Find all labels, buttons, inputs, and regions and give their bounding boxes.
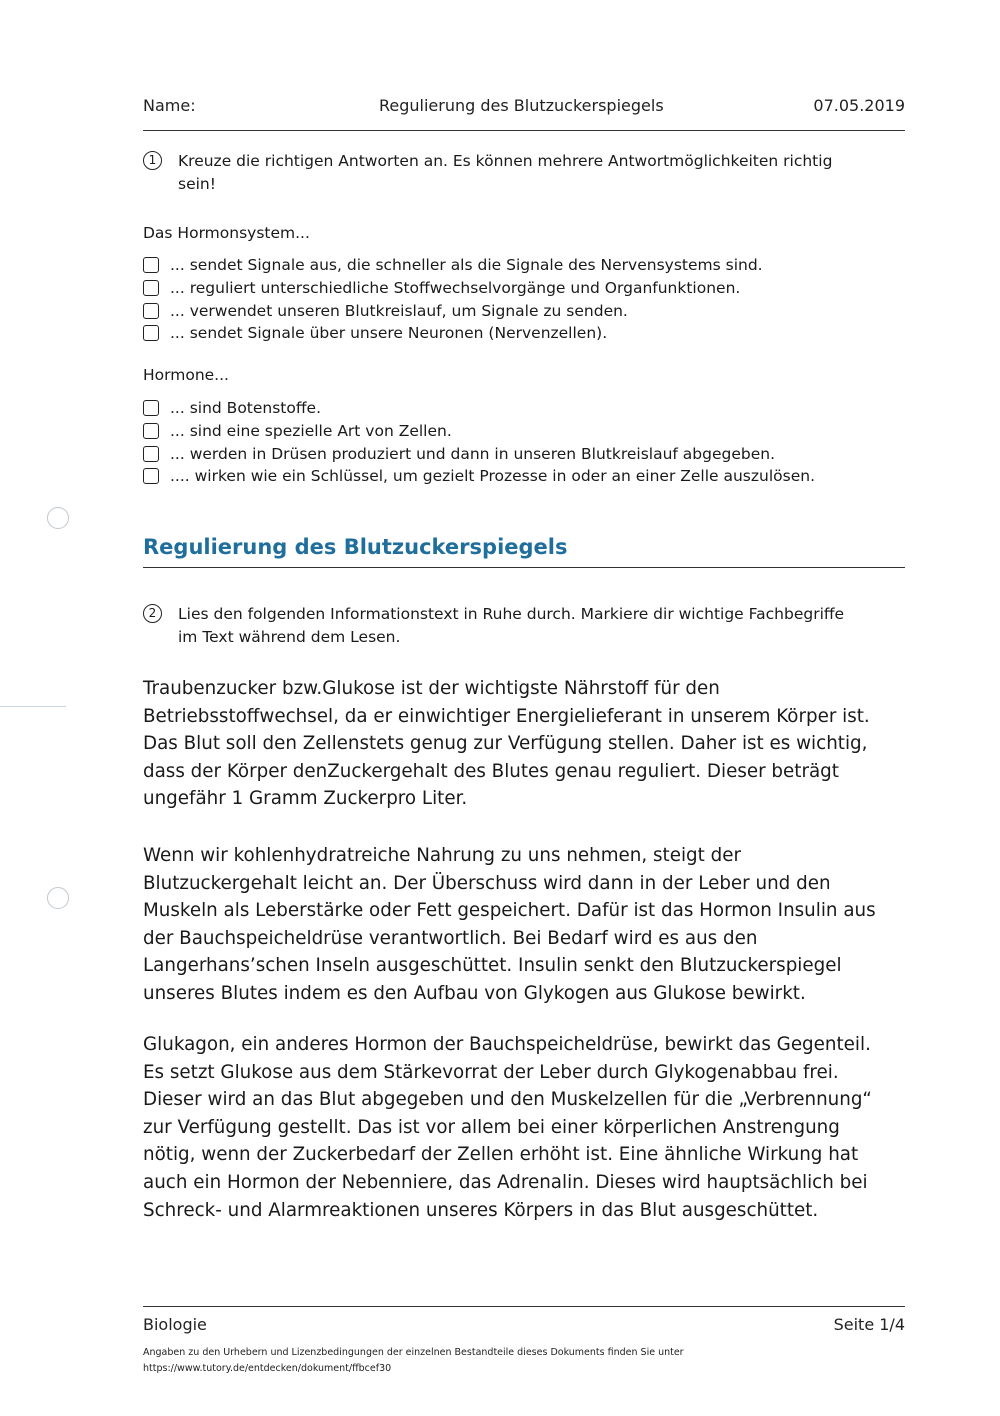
checkbox[interactable] [143, 280, 159, 296]
paragraph-line: ungefähr 1 Gramm Zuckerpro Liter. [143, 788, 468, 810]
paragraph-line: Blutzuckergehalt leicht an. Der Überschuss wird dann in der Leber und den [143, 872, 831, 894]
paragraph-line: nötig, wenn der Zuckerbedarf der Zellen erhöht ist. Eine ähnliche Wirkung hat [143, 1144, 859, 1166]
checkbox-label: ... sendet Signale aus, die schneller als die Signale des Nervensystems sind. [170, 256, 763, 275]
checkbox-option[interactable] [143, 299, 905, 322]
question-hormones-intro: Hormone... [143, 366, 229, 384]
paragraph-line: zur Verfügung gestellt. Das ist vor allem bei einer körperlichen Anstrengung [143, 1116, 840, 1138]
info-paragraph [143, 1031, 905, 1224]
paragraph-line: Langerhans’schen Inseln ausgeschüttet. Insulin senkt den Blutzuckerspiegel [143, 955, 842, 977]
task-number-badge: 1 [143, 151, 162, 170]
checkbox-label: ... verwendet unseren Blutkreislauf, um Signale zu senden. [170, 301, 628, 320]
paragraph-line: auch ein Hormon der Nebenniere, das Adrenalin. Dieses wird hauptsächlich bei [143, 1171, 868, 1193]
paragraph-line: Es setzt Glukose aus dem Stärkevorrat der Leber durch Glykogenabbau frei. [143, 1061, 839, 1083]
document-date: 07.05.2019 [813, 96, 905, 115]
paragraph-line: Betriebsstoffwechsel, da er einwichtiger Energielieferant in unserem Körper ist. [143, 705, 870, 727]
paragraph-line: Wenn wir kohlenhydratreiche Nahrung zu uns nehmen, steigt der [143, 845, 741, 866]
task-1-instruction [143, 150, 905, 196]
task-2-line: im Text während dem Lesen. [178, 628, 401, 646]
question-hormone-system-intro: Das Hormonsystem... [143, 224, 310, 242]
hormones-options [143, 397, 905, 488]
task-2-instruction [143, 603, 905, 649]
paragraph-line: der Bauchspeicheldrüse verantwortlich. Bei Bedarf wird es aus den [143, 927, 758, 949]
checkbox-label: ... sendet Signale über unsere Neuronen (Nervenzellen). [170, 324, 608, 343]
paragraph-line: Dieser wird an das Blut abgegeben und den Muskelzellen für die „Verbrennung“ [143, 1089, 872, 1111]
paragraph-line: unseres Blutes indem es den Aufbau von Glykogen aus Glukose bewirkt. [143, 982, 806, 1004]
checkbox[interactable] [143, 303, 159, 319]
license-note [143, 1345, 905, 1377]
info-paragraph [143, 675, 905, 813]
checkbox[interactable] [143, 257, 159, 273]
checkbox-label: .... wirken wie ein Schlüssel, um gezielt Prozesse in oder an einer Zelle auszulösen. [170, 467, 815, 486]
task-1-line: Kreuze die richtigen Antworten an. Es können mehrere Antwortmöglichkeiten richtig [178, 152, 833, 170]
paragraph-line: Traubenzucker bzw.Glukose ist der wichtigste Nährstoff für den [143, 678, 720, 699]
document-title: Regulierung des Blutzuckerspiegels [379, 96, 664, 115]
binder-hole-marker [47, 887, 69, 909]
subject-label: Biologie [143, 1315, 207, 1334]
paragraph-line: Muskeln als Leberstärke oder Fett gespeichert. Dafür ist das Hormon Insulin aus [143, 900, 876, 922]
paragraph-line: Schreck- und Alarmreaktionen unseres Körpers in das Blut ausgeschüttet. [143, 1199, 819, 1221]
checkbox-option[interactable] [143, 420, 905, 443]
checkbox[interactable] [143, 400, 159, 416]
task-number-badge: 2 [143, 604, 162, 623]
checkbox-label: ... reguliert unterschiedliche Stoffwechselvorgänge und Organfunktionen. [170, 279, 741, 298]
checkbox-label: ... sind Botenstoffe. [170, 399, 322, 418]
checkbox-option[interactable] [143, 442, 905, 465]
name-label: Name: [143, 96, 196, 115]
page-footer [143, 1306, 905, 1341]
task-2-line: Lies den folgenden Informationstext in Ruhe durch. Markiere dir wichtige Fachbegriffe [178, 605, 845, 623]
binder-hole-marker [47, 507, 69, 529]
checkbox-label: ... werden in Drüsen produziert und dann in unseren Blutkreislauf abgegeben. [170, 444, 776, 463]
checkbox[interactable] [143, 446, 159, 462]
paragraph-line: Glukagon, ein anderes Hormon der Bauchspeicheldrüse, bewirkt das Gegenteil. [143, 1034, 871, 1055]
checkbox-option[interactable] [143, 465, 905, 488]
checkbox-label: ... sind eine spezielle Art von Zellen. [170, 422, 452, 441]
section-heading: Regulierung des Blutzuckerspiegels [143, 535, 905, 568]
checkbox[interactable] [143, 468, 159, 484]
paragraph-line: dass der Körper denZuckergehalt des Blutes genau reguliert. Dieser beträgt [143, 760, 839, 782]
paragraph-line: Das Blut soll den Zellenstets genug zur Verfügung stellen. Daher ist es wichtig, [143, 733, 868, 755]
license-link[interactable]: https://www.tutory.de/entdecken/dokument/ffbcef30 [143, 1363, 392, 1374]
checkbox[interactable] [143, 325, 159, 341]
checkbox[interactable] [143, 423, 159, 439]
hormone-system-options [143, 254, 905, 345]
checkbox-option[interactable] [143, 322, 905, 345]
info-paragraph [143, 842, 905, 1008]
checkbox-option[interactable] [143, 397, 905, 420]
task-1-line: sein! [178, 175, 216, 193]
checkbox-option[interactable] [143, 254, 905, 277]
fold-mark-line [0, 706, 66, 707]
page-number: Seite 1/4 [833, 1315, 905, 1334]
page-header [143, 96, 905, 131]
checkbox-option[interactable] [143, 277, 905, 300]
license-note-line: Angaben zu den Urhebern und Lizenzbedingungen der einzelnen Bestandteile dieses Dokuments finden Sie unter [143, 1347, 684, 1358]
